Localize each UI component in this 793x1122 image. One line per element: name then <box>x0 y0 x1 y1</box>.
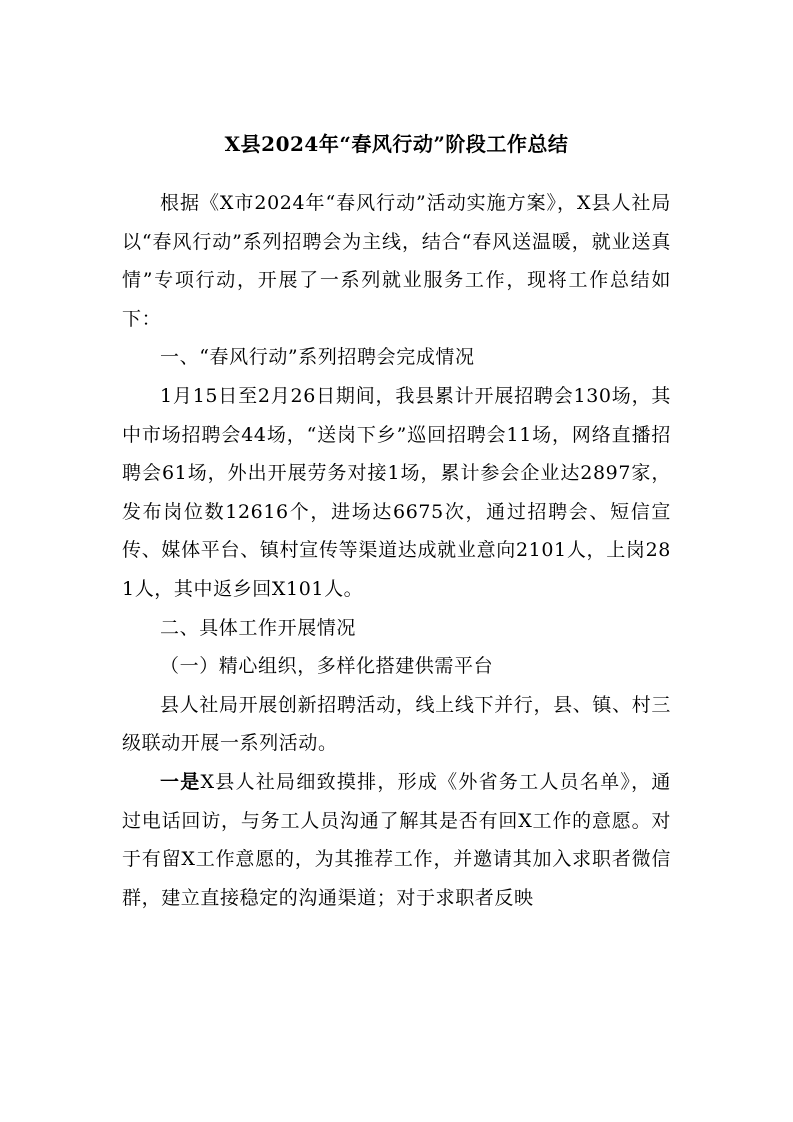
section-1-heading: 一、“春风行动”系列招聘会完成情况 <box>160 346 475 369</box>
intro-paragraph: 根据《X市2024年“春风行动”活动实施方案》，X县人社局以“春风行动”系列招聘会为主线，结合“春风送温暖，就业送真情”专项行动，开展了一系列就业服务工作，现将工作总结如下： <box>122 192 671 330</box>
subsection-1-heading: （一）精心组织，多样化搭建供需平台 <box>160 655 494 678</box>
document-title: X县2024年“春风行动”阶段工作总结 <box>224 132 569 156</box>
item-1-paragraph <box>122 763 671 917</box>
item-1-lead: 一是 <box>160 770 201 793</box>
section-2-heading: 二、具体工作开展情况 <box>160 616 357 639</box>
section-1-paragraph: 1月15日至2月26日期间，我县累计开展招聘会130场，其中市场招聘会44场，“送岗下乡”巡回招聘会11场，网络直播招聘会61场，外出开展劳务对接1场，累计参会企业达2897家，发布岗位数12616个，进场达6675次，通过招聘会、短信宣传、媒体平台、镇村宣传等渠道达成就业意向2101人，上岗281人，其中返乡回X101人。 <box>122 384 671 600</box>
subsection-1-paragraph: 县人社局开展创新招聘活动，线上线下并行，县、镇、村三级联动开展一系列活动。 <box>122 693 671 755</box>
item-1-text: X县人社局细致摸排，形成《外省务工人员名单》，通过电话回访，与务工人员沟通了解其是否有回X工作的意愿。对于有留X工作意愿的，为其推荐工作，并邀请其加入求职者微信群，建立直接稳定的沟通渠道；对于求职者反映 <box>122 770 671 909</box>
document-page <box>122 128 671 917</box>
